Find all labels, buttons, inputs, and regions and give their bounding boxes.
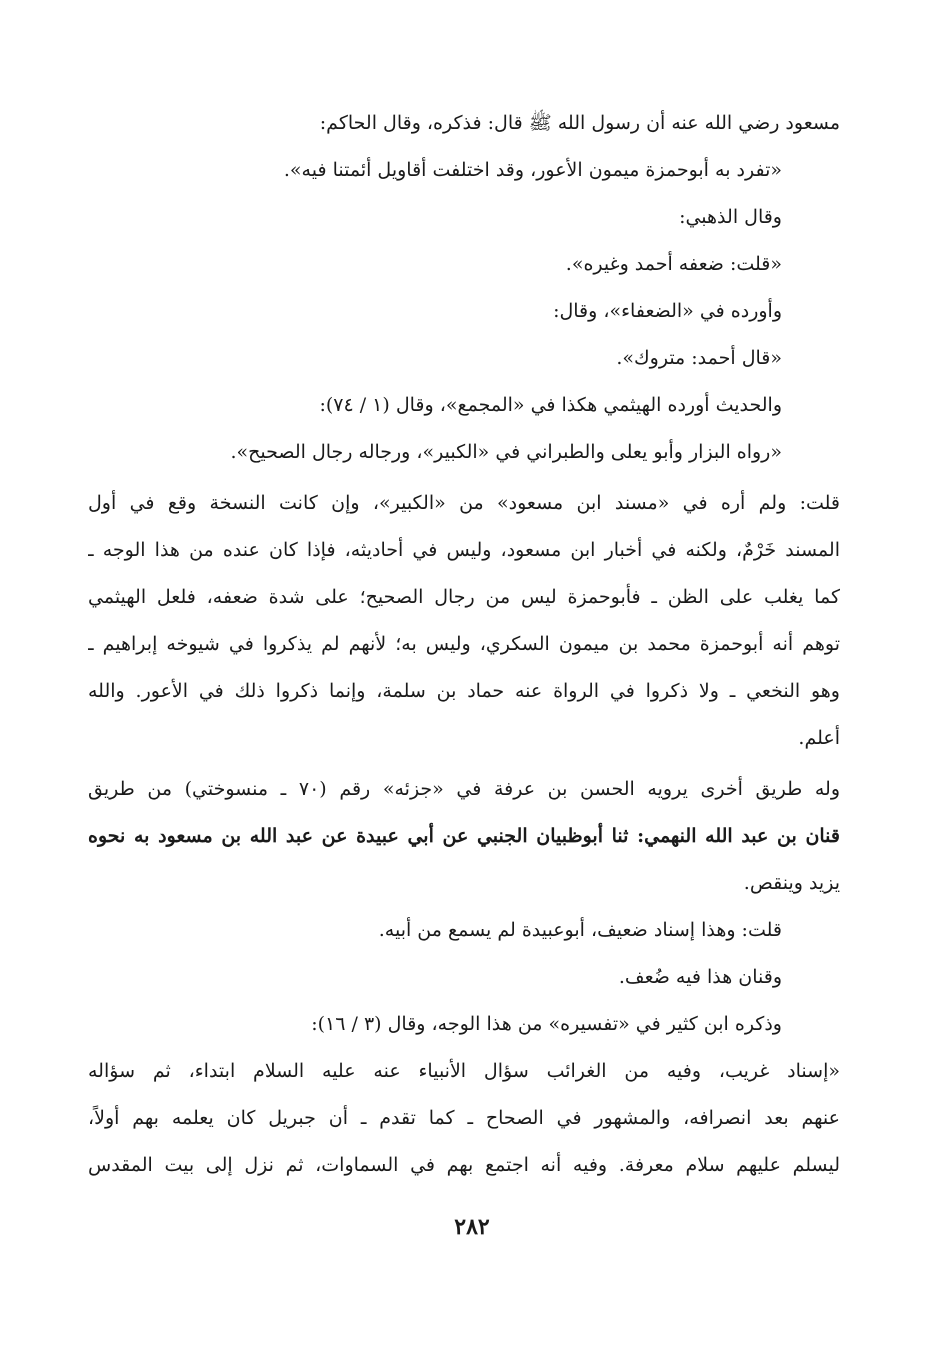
text-line: قلت: وهذا إسناد ضعيف، أبوعبيدة لم يسمع من أبيه. [378,919,782,941]
quote-line: ليسلم عليهم سلام معرفة. وفيه أنه اجتمع بهم في السماوات، ثم نزل إلى بيت المقدس [88,1154,840,1176]
text-line: وأورده في «الضعفاء»، وقال: [553,300,782,322]
paragraph-line: وله طريق أخرى يرويه الحسن بن عرفة في «جزئه» رقم (٧٠ ـ منسوختي) من طريق [88,778,840,800]
paragraph-line: يزيد وينقص. [743,872,840,894]
paragraph-line: قنان بن عبد الله النهمي: ثنا أبوظبيان الجنبي عن أبي عبيدة عن عبد الله بن مسعود به نحوه [88,825,840,847]
page-body-text [88,100,840,1189]
page-number: ٢٨٢ [454,1214,490,1240]
quote-line: «تفرد به أبوحمزة ميمون الأعور، وقد اختلفت أقاويل أئمتنا فيه». [283,159,782,181]
paragraph-line: أعلم. [798,727,840,749]
paragraph-line: كما يغلب على الظن ـ فأبوحمزة ليس من رجال الصحيح؛ على شدة ضعفه، فلعل الهيثمي [88,586,840,608]
text-line: وذكره ابن كثير في «تفسيره» من هذا الوجه، وقال (٣ / ١٦): [311,1013,782,1035]
text-line: مسعود رضي الله عنه أن رسول الله ﷺ قال: فذكره، وقال الحاكم: [319,112,840,134]
text-line: والحديث أورده الهيثمي هكذا في «المجمع»، وقال (١ / ٧٤): [319,394,782,416]
quote-line: «قلت: ضعفه أحمد وغيره». [565,253,782,275]
quote-line: «قال أحمد: متروك». [616,347,782,369]
quote-line: عنهم بعد انصرافه، والمشهور في الصحاح ـ كما تقدم ـ أن جبريل كان يعلمه بهم أولاً، [88,1107,840,1129]
quote-line: «إسناد غريب، وفيه من الغرائب سؤال الأنبياء عنه عليه السلام ابتداء، ثم سؤاله [88,1060,840,1082]
text-line: وقال الذهبي: [679,206,782,228]
paragraph-line: وهو النخعي ـ ولا ذكروا في الرواة عنه حماد بن سلمة، وإنما ذكروا ذلك في الأعور. والله [88,680,840,702]
text-line: وقنان هذا فيه ضُعف. [618,966,782,988]
quote-line: «رواه البزار وأبو يعلى والطبراني في «الكبير»، ورجاله رجال الصحيح». [230,441,782,463]
paragraph-line: قلت: ولم أره في «مسند ابن مسعود» من «الكبير»، وإن كانت النسخة وقع في أول [88,492,840,514]
paragraph-line: توهم أنه أبوحمزة محمد بن ميمون السكري، وليس به؛ لأنهم لم يذكروا في شيوخه إبراهيم ـ [88,633,840,655]
paragraph-line: المسند خَرْمٌ، ولكنه في أخبار ابن مسعود، وليس في أحاديثه، فإذا كان عنده من هذا الوجه ـ [88,539,840,561]
